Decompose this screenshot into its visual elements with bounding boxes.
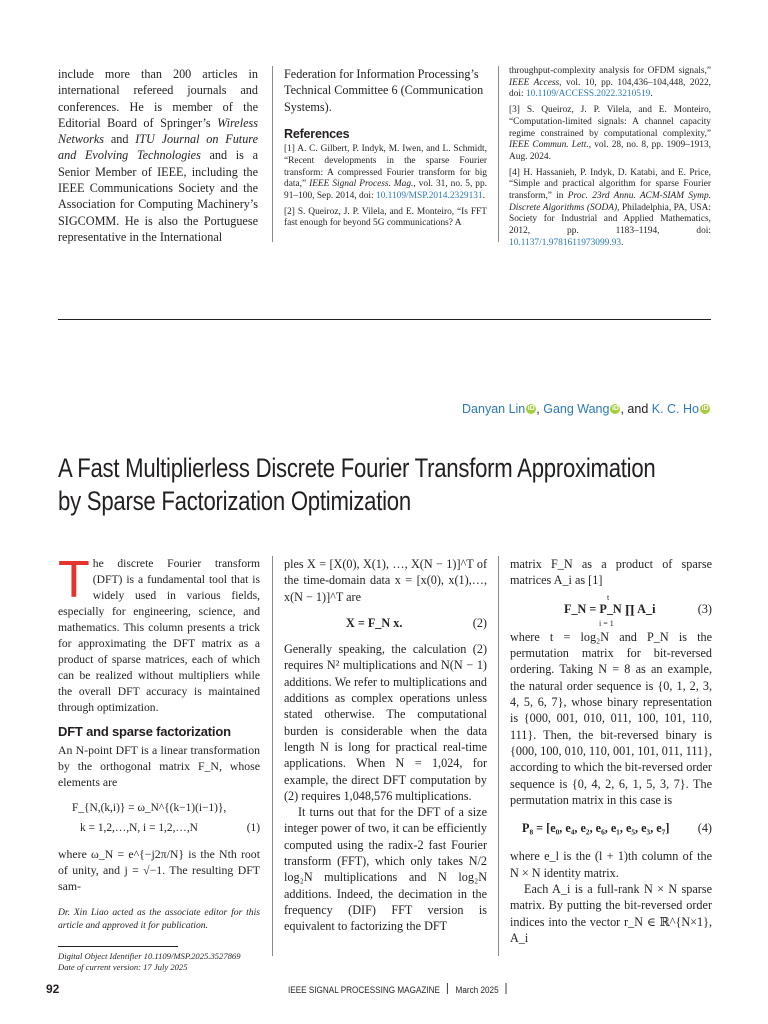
section-divider (58, 319, 711, 320)
title-line: A Fast Multiplierless Discrete Fourier Transform Approximation (58, 453, 656, 483)
reference-4: [4] H. Hassanieh, P. Indyk, D. Katabi, and E. Price, “Simple and practical algorithm for sparse Fourier transform,” in Proc. 23rd Annu. ACM-SIAM Symp. Discrete Algorithms (SODA), Philadelphia, PA, USA: Society for Industrial and Applied Mathematics, 2012, pp. 1183–1194, doi: 10.1137/1.9781611973099.93. (509, 167, 711, 248)
column-divider (498, 556, 499, 956)
references-column-2 (509, 66, 711, 254)
bio-text: and (104, 132, 136, 147)
equation-4 (522, 820, 712, 836)
product-lower-limit: i = 1 (599, 618, 614, 628)
title-line: by Sparse Factorization Optimization (58, 486, 411, 516)
bio-text: include more than 200 articles in international refereed journals and conferences. He is member of the Editorial Board of Springer’s (58, 67, 258, 130)
footnote-rule (58, 946, 178, 947)
reference-2: [2] S. Queiroz, J. P. Vilela, and E. Monteiro, “Is FFT fast enough for beyond 5G communications? A (284, 206, 487, 229)
body-paragraph: where t = log₂N and P_N is the permutation matrix for bit-reversed ordering. Taking N = 8 as an example, the natural order sequence is {0, 1, 2, 3, 4, 5, 6, 7}, whose binary representation is {000, 001, 010, 011, 100, 101, 110, 111}. Then, the bit-reversed binary is {000, 100, 010, 110, 001, 101, 011, 111}, according to which the bit-reversed order sequence is {0, 4, 2, 6, 1, 5, 3, 7}. The permutation matrix in this case is (510, 629, 712, 807)
date-line: Date of current version: 17 July 2025 (58, 962, 188, 972)
product-upper-limit: t (607, 592, 610, 602)
references-heading: References (284, 126, 350, 141)
references-column-1 (284, 66, 487, 234)
drop-cap: T (58, 551, 90, 609)
editor-note: Dr. Xin Liao acted as the associate editor for this article and approved it for publication. (58, 907, 260, 931)
reference-1: [1] A. C. Gilbert, P. Indyk, M. Iwen, and L. Schmidt, “Recent developments in the sparse Fourier transform: A compressed Fourier transform for big data,” IEEE Signal Process. Mag., vol. 31, no. 5, pp. 91–100, Sep. 2014, doi: 10.1109/MSP.2014.2329131. (284, 144, 488, 201)
equation-line: P₈ = [e₀, e₄, e₂, e₆, e₁, e₅, e₃, e₇] (522, 821, 670, 836)
orcid-icon[interactable]: iD (611, 405, 619, 412)
reference-4-doi-link[interactable]: 10.1137/1.9781611973099.93 (509, 237, 622, 248)
equation-number: (4) (697, 821, 712, 836)
equation-line: F_{N,(k,i)} = ω_N^{(k−1)(i−1)}, (72, 802, 227, 814)
equation-2 (346, 615, 487, 631)
page-number: 92 (46, 982, 60, 996)
body-paragraph: where ω_N = e^{−j2π/N} is the Nth root of unity, and j = √−1. The resulting DFT sam- (58, 847, 260, 893)
equation-number: (3) (697, 601, 712, 616)
reference-2-doi-link[interactable]: 10.1109/ACCESS.2022.3210519 (525, 89, 651, 100)
body-paragraph: An N-point DFT is a linear transformation by the orthogonal matrix F_N, whose elements are (58, 743, 260, 789)
equation-3 (564, 592, 712, 628)
body-paragraph: It turns out that for the DFT of a size integer power of two, it can be efficiently computed using the radix-2 fast Fourier transform (FFT), which only takes N/2 log₂N multiplications and N log₂N additions. Indeed, the decimation in the frequency (DIF) FFT version is equivalent to factorizing the DFT (284, 805, 487, 934)
author-name[interactable]: Danyan Lin (462, 402, 526, 416)
body-paragraph: where e_l is the (l + 1)th column of the N × N identity matrix. (510, 849, 712, 880)
body-paragraph: matrix F_N as a product of sparse matrices A_i as [1] (510, 557, 712, 588)
body-paragraph: ples X = [X(0), X(1), …, X(N − 1)]^T of the time-domain data x = [x(0), x(1),…, x(N − 1)]^T are (284, 557, 487, 604)
reference-3: [3] S. Queiroz, J. P. Vilela, and E. Monteiro, “Computation-limited signals: A channel capacity regime constrained by computational complexity,” IEEE Commun. Lett., vol. 28, no. 8, pp. 1909–1913, Aug. 2024. (509, 105, 711, 162)
intro-paragraph: The discrete Fourier transform (DFT) is a fundamental tool that is widely used in various fields, especially for engineering, science, and mathematics. This column presents a trick for approximating the DFT matrix as a product of sparse matrices, each of which can be realized without multipliers while the overall DFT accuracy is maintained through optimization. (58, 551, 260, 714)
author-name[interactable]: Gang Wang (543, 402, 610, 416)
issue-date: March 2025 (455, 985, 499, 996)
bio-text: and is a Senior Member of IEEE, including the IEEE Communications Society and the Association for Computing Machinery’s SIGCOMM. He is also the Portuguese representative in the International (58, 148, 258, 244)
orcid-icon[interactable]: iD (527, 405, 535, 412)
equation-line: k = 1,2,…,N, i = 1,2,…,N (80, 822, 198, 834)
equation-number: (2) (472, 615, 487, 630)
equation-line: F_N = P_N ∏ A_i (564, 601, 656, 616)
bio-italic-journal: ITU Journal on Future and Evolving Technologies (58, 132, 258, 163)
footer-separator (506, 983, 507, 994)
doi-line: Digital Object Identifier 10.1109/MSP.2025.3527869 (58, 951, 241, 961)
bio-continuation: Federation for Information Processing’s Technical Committee 6 (Communication Systems). (284, 67, 484, 114)
body-paragraph: Each A_i is a full-rank N × N sparse matrix. By putting the bit-reversed order indices into the vector r_N ∈ ℝ^{N×1}, A_i (510, 882, 712, 945)
reference-1-doi-link[interactable]: 10.1109/MSP.2014.2329131 (375, 191, 483, 201)
body-paragraph: Generally speaking, the calculation (2) requires N² multiplications and N(N − 1) additions. We refer to multiplications and additions as complex operations unless stated otherwise. The computational burden is considerable when the data length N is long for practical real-time applications. When N = 1,024, for example, the direct DFT computation by (2) requires 1,048,576 multiplications. (284, 642, 487, 803)
column-divider (272, 66, 273, 242)
orcid-icon[interactable]: iD (701, 405, 709, 412)
journal-name: IEEE SIGNAL PROCESSING MAGAZINE (288, 985, 440, 996)
equation-1 (72, 800, 260, 836)
article-title (58, 452, 714, 518)
column-divider (498, 66, 499, 242)
author-name[interactable]: K. C. Ho (651, 402, 699, 416)
running-footer (288, 983, 512, 996)
body-column-2 (284, 556, 487, 935)
equation-line: X = F_N x. (346, 615, 403, 630)
section-heading: DFT and sparse factorization (58, 724, 231, 739)
body-column-3 (510, 556, 712, 946)
bio-paragraph (58, 66, 258, 245)
column-divider (272, 556, 273, 956)
reference-2-continued: throughput-complexity analysis for OFDM signals,” IEEE Access, vol. 10, pp. 104,436–104,448, 2022, doi: 10.1109/ACCESS.2022.3210519. (509, 66, 711, 100)
body-column-1 (58, 551, 260, 973)
bio-italic-journal: Wireless Networks (58, 115, 258, 147)
author-list: Danyan Lin iD , Gang Wang iD , and K. C. Ho iD (462, 402, 709, 416)
footer-separator (447, 983, 448, 994)
equation-number: (1) (246, 822, 260, 834)
